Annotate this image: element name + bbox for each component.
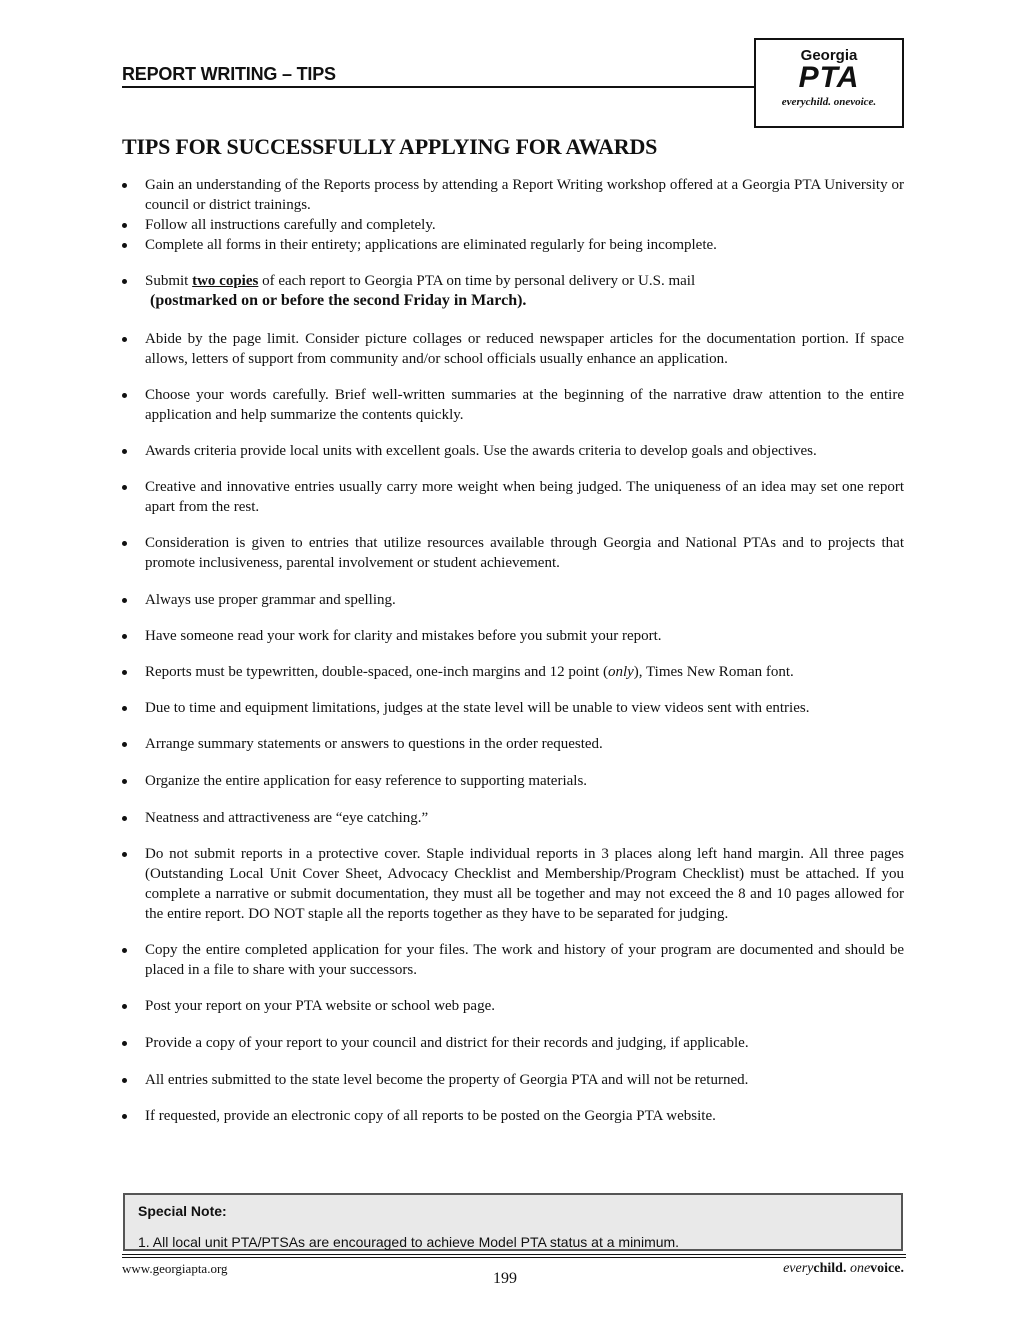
two-copies-emphasis: two copies	[192, 273, 259, 289]
footer-rule	[122, 1254, 906, 1255]
list-item: Provide a copy of your report to your council and district for their records and judging, if applicable.	[122, 1033, 904, 1053]
list-item: Awards criteria provide local units with excellent goals. Use the awards criteria to develop goals and objectives.	[122, 441, 904, 461]
logo-tagline: everychild. onevoice.	[781, 96, 877, 108]
tips-list	[122, 175, 904, 1126]
list-item: Have someone read your work for clarity and mistakes before you submit your report.	[122, 626, 904, 646]
list-item: Complete all forms in their entirety; applications are eliminated regularly for being incomplete.	[122, 235, 904, 255]
list-item: Choose your words carefully. Brief well-written summaries at the beginning of the narrative draw attention to the entire application and help summarize the contents quickly.	[122, 385, 904, 425]
list-item: Neatness and attractiveness are “eye catching.”	[122, 808, 904, 828]
list-item: All entries submitted to the state level become the property of Georgia PTA and will not be returned.	[122, 1070, 904, 1090]
special-note-box	[123, 1193, 903, 1251]
list-item: Gain an understanding of the Reports process by attending a Report Writing workshop offered at a Georgia PTA University or council or district trainings.	[122, 175, 904, 215]
georgia-pta-logo	[754, 38, 904, 128]
list-item: Consideration is given to entries that utilize resources available through Georgia and National PTAs and to projects that promote inclusiveness, parental involvement or student achievement.	[122, 533, 904, 573]
list-item: If requested, provide an electronic copy of all reports to be posted on the Georgia PTA website.	[122, 1106, 904, 1126]
footer-website: www.georgiapta.org	[122, 1261, 228, 1276]
list-item: Post your report on your PTA website or school web page.	[122, 996, 904, 1016]
special-note-text: 1. All local unit PTA/PTSAs are encouraged to achieve Model PTA status at a minimum.	[138, 1234, 680, 1250]
header-title: REPORT WRITING – TIPS	[122, 64, 336, 84]
logo-pta-text: PTA	[798, 61, 860, 94]
logo-georgia-text: Georgia	[800, 47, 858, 64]
list-item: Reports must be typewritten, double-spaced, one-inch margins and 12 point (only), Times New Roman font.	[122, 662, 904, 682]
main-heading: TIPS FOR SUCCESSFULLY APPLYING FOR AWARDS	[122, 134, 658, 159]
list-item: Abide by the page limit. Consider picture collages or reduced newspaper articles for the documentation portion. If space allows, letters of support from community and/or school officials usually enhance an application.	[122, 329, 904, 369]
footer-rule	[122, 1257, 906, 1258]
list-item: Due to time and equipment limitations, judges at the state level will be unable to view videos sent with entries.	[122, 698, 904, 718]
postmark-deadline: (postmarked on or before the second Friday in March).	[150, 292, 527, 309]
special-note-title: Special Note:	[138, 1203, 227, 1219]
list-item: Copy the entire completed application for your files. The work and history of your program are documented and should be placed in a file to share with your successors.	[122, 940, 904, 980]
list-item: Do not submit reports in a protective cover. Staple individual reports in 3 places along left hand margin. All three pages (Outstanding Local Unit Cover Sheet, Advocacy Checklist and Membership/Program Checklist) must be attached. If you complete a narrative or submit documentation, they must all be together and may not exceed the 8 and 10 pages allowed for the entire report. DO NOT staple all the reports together as they have to be separated for judging.	[122, 844, 904, 924]
list-item: Organize the entire application for easy reference to supporting materials.	[122, 771, 904, 791]
list-item: Follow all instructions carefully and completely.	[122, 215, 904, 235]
list-item: Creative and innovative entries usually carry more weight when being judged. The uniqueness of an idea may set one report apart from the rest.	[122, 477, 904, 517]
list-item: Submit two copies of each report to Georgia PTA on time by personal delivery or U.S. mail (postmarked on or before the second Friday in March).	[122, 271, 904, 311]
list-item: Always use proper grammar and spelling.	[122, 590, 904, 610]
header-rule	[122, 86, 754, 88]
footer-slogan: everychild. onevoice.	[783, 1261, 904, 1276]
page-number: 199	[493, 1270, 517, 1287]
list-item: Arrange summary statements or answers to questions in the order requested.	[122, 734, 904, 754]
